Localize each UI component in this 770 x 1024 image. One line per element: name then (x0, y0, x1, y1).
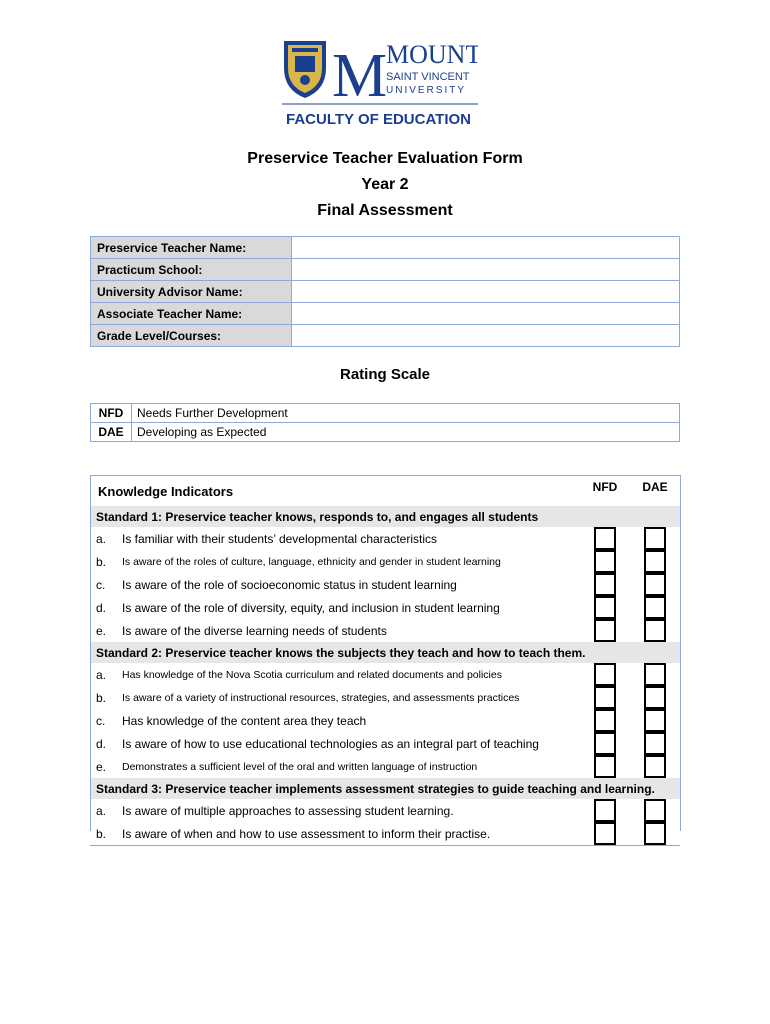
scale-row (91, 423, 680, 442)
item-text: Is aware of how to use educational technologies as an integral part of teaching (122, 736, 539, 751)
item-letter: b. (96, 554, 107, 569)
info-label: University Advisor Name: (91, 281, 292, 303)
rating-scale-table (90, 403, 680, 442)
item-letter: d. (96, 600, 107, 615)
nfd-checkbox[interactable] (594, 822, 616, 845)
logo-graphic (282, 38, 478, 128)
nfd-checkbox[interactable] (594, 619, 616, 642)
dae-checkbox[interactable] (644, 732, 666, 755)
logo-word2: SAINT VINCENT (386, 71, 470, 83)
indicator-row (90, 619, 680, 642)
item-letter: d. (96, 736, 107, 751)
info-label: Grade Level/Courses: (91, 325, 292, 347)
form-title: Preservice Teacher Evaluation Form (247, 150, 523, 167)
info-row (91, 281, 680, 303)
dae-checkbox[interactable] (644, 663, 666, 686)
item-text: Is aware of multiple approaches to assessing student learning. (122, 803, 454, 818)
info-row (91, 237, 680, 259)
rating-scale-title: Rating Scale (339, 366, 431, 383)
nfd-checkbox[interactable] (594, 596, 616, 619)
item-letter: a. (96, 531, 107, 546)
form-titles (0, 146, 770, 224)
university-logo (282, 38, 478, 128)
item-text: Has knowledge of the Nova Scotia curriculum and related documents and policies (122, 668, 502, 681)
col-dae: DAE (630, 476, 680, 507)
info-label: Associate Teacher Name: (91, 303, 292, 325)
item-letter: e. (96, 623, 107, 638)
dae-checkbox[interactable] (644, 573, 666, 596)
item-text: Is aware of the roles of culture, language, ethnicity and gender in student learning (122, 555, 501, 568)
dae-checkbox[interactable] (644, 596, 666, 619)
item-letter: b. (96, 690, 107, 705)
nfd-checkbox[interactable] (594, 527, 616, 550)
indicator-row (90, 596, 680, 619)
info-row (91, 303, 680, 325)
info-input[interactable] (292, 325, 680, 347)
crest-icon (284, 41, 326, 98)
nfd-checkbox[interactable] (594, 799, 616, 822)
scale-meaning: Developing as Expected (132, 423, 680, 442)
standard-row (90, 778, 680, 799)
info-row (91, 325, 680, 347)
logo-word1: MOUNT (386, 40, 478, 69)
indicator-row (90, 573, 680, 596)
nfd-checkbox[interactable] (594, 732, 616, 755)
scale-row (91, 404, 680, 423)
indicator-row (90, 663, 680, 686)
standard-row (90, 642, 680, 663)
indicator-row (90, 799, 680, 822)
info-input[interactable] (292, 303, 680, 325)
knowledge-table (90, 475, 680, 846)
item-letter: c. (96, 577, 106, 592)
dae-checkbox[interactable] (644, 709, 666, 732)
scale-meaning: Needs Further Development (132, 404, 680, 423)
info-input[interactable] (292, 259, 680, 281)
knowledge-header: Knowledge Indicators (90, 476, 580, 507)
indicator-row (90, 550, 680, 573)
info-input[interactable] (292, 281, 680, 303)
logo-faculty: FACULTY OF EDUCATION (286, 111, 471, 128)
indicator-row (90, 732, 680, 755)
logo-m: M (332, 42, 388, 110)
item-text: Is aware of the role of socioeconomic status in student learning (122, 577, 457, 592)
nfd-checkbox[interactable] (594, 686, 616, 709)
standard-title: Standard 2: Preservice teacher knows the subjects they teach and how to teach them. (90, 642, 680, 663)
nfd-checkbox[interactable] (594, 709, 616, 732)
scale-code: NFD (91, 404, 132, 423)
dae-checkbox[interactable] (644, 686, 666, 709)
logo-word3: UNIVERSITY (386, 85, 467, 96)
item-letter: a. (96, 803, 107, 818)
scale-code: DAE (91, 423, 132, 442)
item-text: Is familiar with their students’ developmental characteristics (122, 531, 438, 546)
item-text: Has knowledge of the content area they teach (122, 713, 367, 728)
dae-checkbox[interactable] (644, 550, 666, 573)
info-label: Preservice Teacher Name: (91, 237, 292, 259)
indicator-row (90, 755, 680, 778)
item-letter: a. (96, 667, 107, 682)
item-text: Is aware of when and how to use assessment to inform their practise. (122, 822, 580, 846)
indicator-row (90, 822, 680, 846)
col-nfd: NFD (580, 476, 630, 507)
item-text: Demonstrates a sufficient level of the oral and written language of instruction (122, 760, 478, 773)
standard-title: Standard 3: Preservice teacher implements assessment strategies to guide teaching and learning. (90, 778, 680, 799)
standard-row (90, 506, 680, 527)
indicator-row (90, 527, 680, 550)
item-letter: b. (90, 822, 122, 846)
item-letter: e. (96, 759, 107, 774)
info-table (90, 236, 680, 347)
nfd-checkbox[interactable] (594, 663, 616, 686)
nfd-checkbox[interactable] (594, 573, 616, 596)
indicator-row (90, 709, 680, 732)
dae-checkbox[interactable] (644, 619, 666, 642)
info-input[interactable] (292, 237, 680, 259)
item-text: Is aware of the diverse learning needs of students (122, 623, 387, 638)
knowledge-header-row (90, 476, 680, 507)
nfd-checkbox[interactable] (594, 755, 616, 778)
info-row (91, 259, 680, 281)
dae-checkbox[interactable] (644, 755, 666, 778)
form-assessment: Final Assessment (317, 202, 453, 219)
indicator-row (90, 686, 680, 709)
dae-checkbox[interactable] (644, 822, 666, 845)
dae-checkbox[interactable] (644, 527, 666, 550)
form-year: Year 2 (361, 176, 409, 193)
item-text: Is aware of a variety of instructional resources, strategies, and assessments practices (122, 691, 520, 704)
info-label: Practicum School: (91, 259, 292, 281)
item-text: Is aware of the role of diversity, equity, and inclusion in student learning (122, 600, 500, 615)
item-letter: c. (96, 713, 106, 728)
standard-title: Standard 1: Preservice teacher knows, responds to, and engages all students (90, 506, 680, 527)
dae-checkbox[interactable] (644, 799, 666, 822)
nfd-checkbox[interactable] (594, 550, 616, 573)
